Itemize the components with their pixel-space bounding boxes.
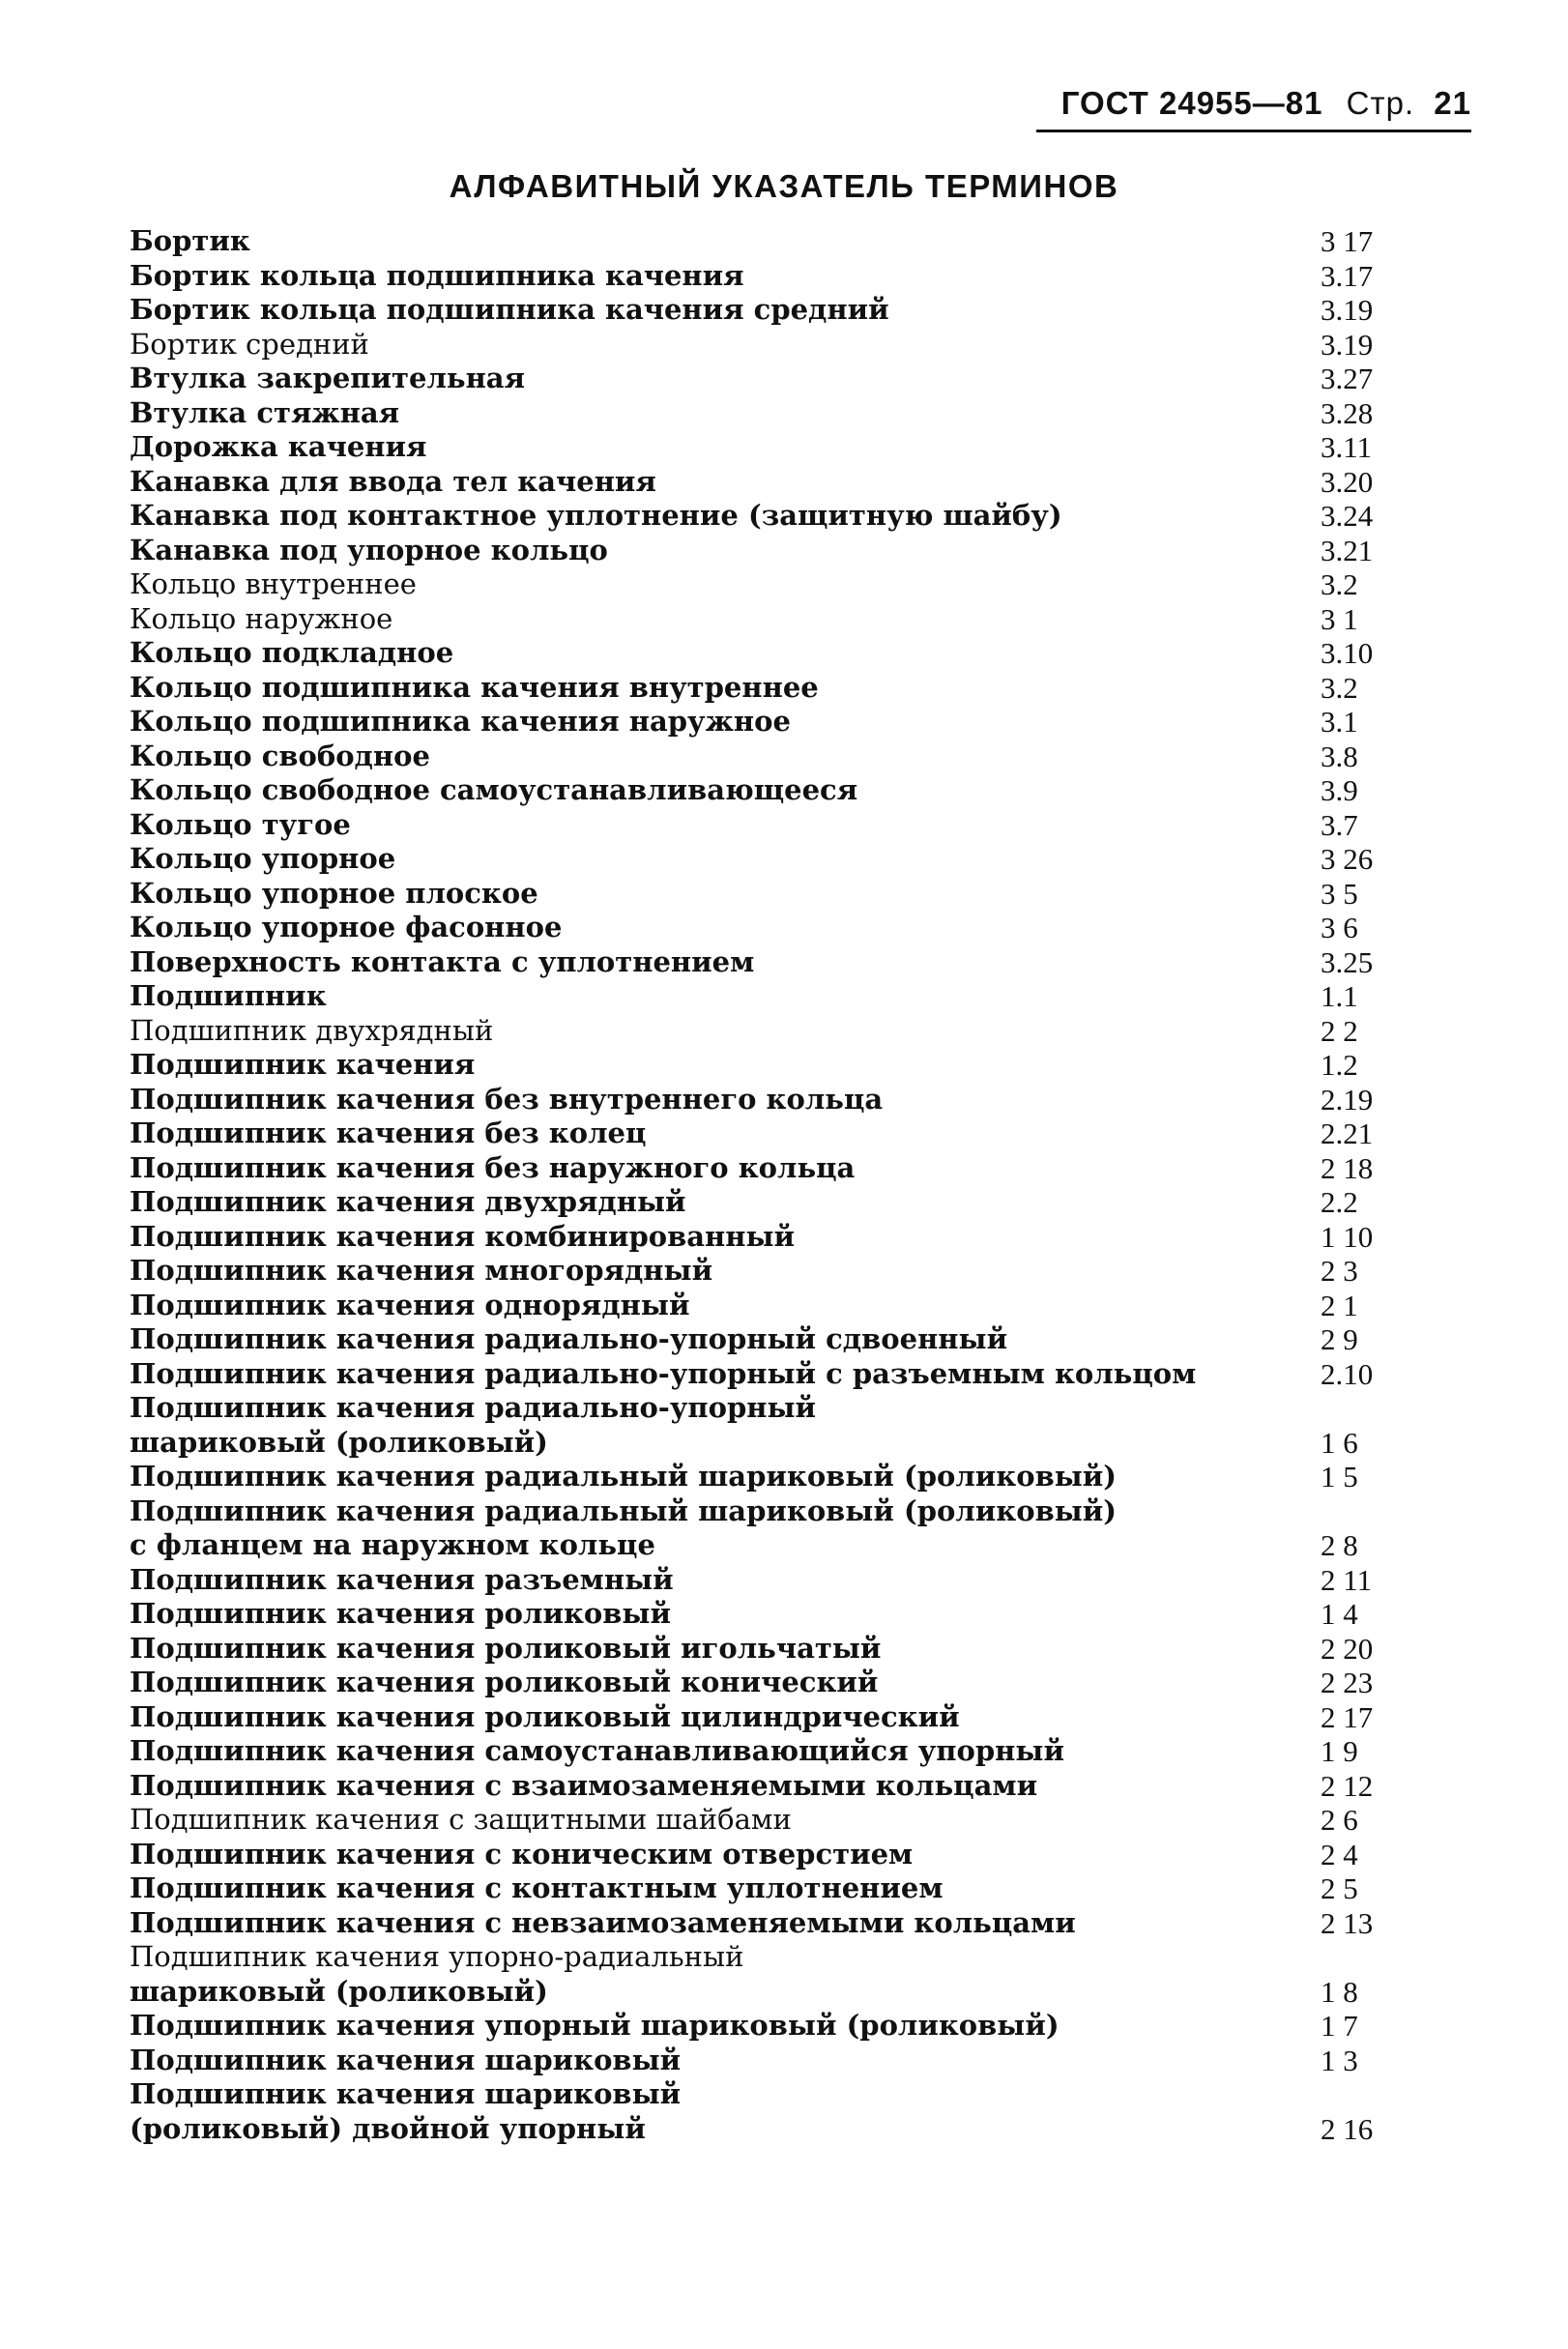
index-entry <box>130 1254 1406 1289</box>
index-title: АЛФАВИТНЫЙ УКАЗАТЕЛЬ ТЕРМИНОВ <box>449 168 1119 204</box>
index-term: Бортик средний <box>130 327 369 361</box>
index-term: шариковый (роликовый) <box>130 1974 548 2008</box>
index-reference: 1 8 <box>1321 1974 1358 2009</box>
index-term: Кольцо свободное <box>130 739 430 772</box>
index-term: Бортик <box>130 224 250 257</box>
index-term: Кольцо упорное плоское <box>130 876 538 910</box>
index-reference: 2 9 <box>1321 1322 1358 1356</box>
index-term: Канавка для ввода тел качения <box>130 464 656 498</box>
index-reference: 2 12 <box>1321 1768 1374 1803</box>
index-entry <box>130 1083 1406 1117</box>
index-term: Подшипник качения с коническим отверстием <box>130 1837 914 1870</box>
index-term: Подшипник качения <box>130 1048 476 1081</box>
index-entry <box>130 293 1406 328</box>
index-reference: 3.9 <box>1321 773 1358 807</box>
index-entry <box>130 1528 1406 1563</box>
page-number: 21 <box>1434 85 1471 121</box>
index-term: Подшипник качения упорный шариковый (роликовый) <box>130 2009 1060 2042</box>
index-reference: 3 5 <box>1321 876 1358 911</box>
index-entry <box>130 224 1406 259</box>
index-entry <box>130 773 1406 808</box>
index-entry <box>130 1116 1406 1151</box>
index-reference: 3 26 <box>1321 842 1374 876</box>
index-entry <box>130 1632 1406 1667</box>
index-term: Подшипник качения с взаимозаменяемыми кольцами <box>130 1768 1038 1802</box>
index-entry <box>130 2077 1406 2112</box>
index-reference: 3.17 <box>1321 258 1374 293</box>
index-reference: 3.8 <box>1321 739 1358 773</box>
index-entry <box>130 259 1406 294</box>
index-reference: 2 23 <box>1321 1666 1374 1699</box>
index-term: Канавка под упорное кольцо <box>130 533 608 566</box>
index-reference: 2.21 <box>1321 1116 1374 1150</box>
index-entry <box>130 1940 1406 1975</box>
index-term: Бортик кольца подшипника качения <box>130 258 744 292</box>
index-reference: 3.2 <box>1321 670 1358 705</box>
index-term: Подшипник качения однорядный <box>130 1288 690 1321</box>
index-entry <box>130 636 1406 671</box>
index-entry <box>130 1220 1406 1255</box>
page-header <box>1036 85 1471 132</box>
index-term: Подшипник качения роликовый цилиндрический <box>130 1699 960 1733</box>
index-reference: 3.25 <box>1321 944 1374 979</box>
index-term: Подшипник <box>130 979 327 1012</box>
index-entry <box>130 1289 1406 1323</box>
index-term: Кольцо внутреннее <box>130 567 417 600</box>
index-entry <box>130 1666 1406 1700</box>
index-term: Подшипник качения разъемный <box>130 1562 674 1596</box>
index-reference: 2 18 <box>1321 1150 1374 1185</box>
index-entry <box>130 499 1406 534</box>
index-term: Подшипник качения самоустанавливающийся упорный <box>130 1734 1064 1767</box>
index-term: Подшипник качения с контактным уплотнением <box>130 1871 944 1904</box>
term-index-list <box>130 224 1406 2146</box>
index-entry <box>130 1322 1406 1357</box>
index-reference: 2 4 <box>1321 1837 1358 1871</box>
index-term: Подшипник качения без наружного кольца <box>130 1150 856 1184</box>
index-reference: 3.20 <box>1321 464 1374 499</box>
index-reference: 1 5 <box>1321 1460 1358 1494</box>
index-term: Втулка закрепительная <box>130 362 526 394</box>
index-entry <box>130 2112 1406 2147</box>
index-term: Подшипник качения шариковый <box>130 2043 682 2076</box>
index-reference: 3 6 <box>1321 911 1358 944</box>
index-reference: 2 20 <box>1321 1631 1374 1666</box>
index-reference: 2 6 <box>1321 1803 1358 1837</box>
index-reference: 2.2 <box>1321 1185 1358 1219</box>
index-reference: 1.1 <box>1321 979 1358 1013</box>
index-term: Подшипник качения радиально-упорный с разъемным кольцом <box>130 1356 1197 1390</box>
index-entry <box>130 671 1406 706</box>
index-entry <box>130 1426 1406 1461</box>
index-reference: 2 11 <box>1321 1562 1373 1597</box>
index-entry <box>130 911 1406 945</box>
index-reference: 3 17 <box>1321 224 1374 258</box>
index-term: Подшипник качения комбинированный <box>130 1219 796 1253</box>
index-reference: 3.21 <box>1321 533 1374 567</box>
page-label: Стр. <box>1346 85 1415 121</box>
index-reference: 3.2 <box>1321 567 1358 601</box>
index-term: с фланцем на наружном кольце <box>130 1528 655 1561</box>
index-entry <box>130 945 1406 980</box>
index-reference: 2 13 <box>1321 1905 1374 1940</box>
index-reference: 2.10 <box>1321 1356 1374 1391</box>
index-entry <box>130 430 1406 465</box>
index-term: Подшипник качения радиальный шариковый (роликовый) <box>130 1460 1118 1493</box>
index-term: Подшипник качения радиально-упорный <box>130 1391 817 1424</box>
index-entry <box>130 1460 1406 1494</box>
index-term: Подшипник двухрядный <box>130 1013 494 1047</box>
index-reference: 1 3 <box>1321 2043 1358 2077</box>
index-reference: 2 8 <box>1321 1528 1358 1562</box>
index-term: Подшипник качения роликовый конический <box>130 1666 879 1698</box>
index-term: Втулка стяжная <box>130 395 400 429</box>
index-term: шариковый (роликовый) <box>130 1425 548 1459</box>
index-term: Подшипник качения роликовый игольчатый <box>130 1631 882 1665</box>
index-reference: 1 9 <box>1321 1734 1358 1768</box>
index-reference: 3.27 <box>1321 362 1374 395</box>
index-entry <box>130 1906 1406 1941</box>
index-entry <box>130 1597 1406 1632</box>
index-entry <box>130 1975 1406 2010</box>
index-entry <box>130 1151 1406 1186</box>
index-entry <box>130 1494 1406 1529</box>
index-entry <box>130 1357 1406 1392</box>
index-reference: 3.24 <box>1321 499 1374 533</box>
index-entry <box>130 979 1406 1014</box>
index-reference: 3.19 <box>1321 293 1374 327</box>
index-entry <box>130 808 1406 843</box>
index-reference: 1 10 <box>1321 1219 1374 1254</box>
index-entry <box>130 396 1406 431</box>
index-entry <box>130 842 1406 877</box>
index-term: Кольцо тугое <box>130 807 351 841</box>
index-entry <box>130 1563 1406 1598</box>
index-reference: 2 17 <box>1321 1699 1374 1734</box>
index-reference: 1 7 <box>1321 2009 1358 2043</box>
index-reference: 2.19 <box>1321 1082 1374 1116</box>
index-reference: 1.2 <box>1321 1048 1358 1082</box>
index-reference: 3.7 <box>1321 807 1358 842</box>
index-reference: 3.10 <box>1321 636 1374 670</box>
index-term: Канавка под контактное уплотнение (защитную шайбу) <box>130 499 1062 532</box>
index-entry <box>130 740 1406 774</box>
index-term: Дорожка качения <box>130 430 427 463</box>
index-entry <box>130 1769 1406 1804</box>
index-entry <box>130 567 1406 602</box>
index-reference: 3 1 <box>1321 601 1358 636</box>
index-entry <box>130 1185 1406 1220</box>
index-term: Подшипник качения роликовый <box>130 1597 671 1630</box>
index-term: (роликовый) двойной упорный <box>130 2111 646 2145</box>
index-term: Поверхность контакта с уплотнением <box>130 944 755 978</box>
index-term: Кольцо упорное фасонное <box>130 911 563 943</box>
index-reference: 3.19 <box>1321 327 1374 362</box>
index-term: Кольцо подкладное <box>130 636 454 669</box>
index-reference: 3.11 <box>1321 430 1373 464</box>
index-entry <box>130 2009 1406 2044</box>
index-reference: 2 1 <box>1321 1288 1358 1322</box>
index-entry <box>130 705 1406 740</box>
index-term: Подшипник качения без внутреннего кольца <box>130 1082 884 1116</box>
index-term: Кольцо подшипника качения внутреннее <box>130 670 819 704</box>
index-entry <box>130 1838 1406 1872</box>
index-term: Подшипник качения радиальный шариковый (роликовый) <box>130 1494 1118 1527</box>
index-entry <box>130 1391 1406 1426</box>
index-term: Подшипник качения с защитными шайбами <box>130 1803 792 1836</box>
index-entry <box>130 1014 1406 1049</box>
index-reference: 1 4 <box>1321 1597 1358 1631</box>
index-entry <box>130 1048 1406 1083</box>
index-entry <box>130 2044 1406 2078</box>
index-entry <box>130 1803 1406 1838</box>
index-entry <box>130 534 1406 568</box>
index-entry <box>130 602 1406 637</box>
standard-number: ГОСТ 24955—81 <box>1060 85 1323 121</box>
index-term: Подшипник качения без колец <box>130 1116 647 1149</box>
index-entry <box>130 328 1406 362</box>
index-reference: 2 2 <box>1321 1013 1358 1048</box>
index-term: Кольцо наружное <box>130 601 393 635</box>
index-term: Подшипник качения двухрядный <box>130 1185 686 1218</box>
index-entry <box>130 1700 1406 1735</box>
index-term: Кольцо свободное самоустанавливающееся <box>130 773 858 806</box>
index-reference: 3.1 <box>1321 705 1358 739</box>
index-term: Подшипник качения упорно-радиальный <box>130 1940 744 1973</box>
index-entry <box>130 1871 1406 1906</box>
index-term: Подшипник качения многорядный <box>130 1254 713 1287</box>
index-term: Подшипник качения шариковый <box>130 2077 682 2110</box>
index-reference: 3.28 <box>1321 395 1374 430</box>
index-reference: 1 6 <box>1321 1425 1358 1460</box>
index-entry <box>130 465 1406 500</box>
index-term: Кольцо подшипника качения наружное <box>130 705 791 738</box>
index-entry <box>130 362 1406 396</box>
index-term: Подшипник качения с невзаимозаменяемыми кольцами <box>130 1905 1076 1939</box>
index-reference: 2 16 <box>1321 2111 1374 2146</box>
index-entry <box>130 877 1406 912</box>
index-reference: 2 5 <box>1321 1871 1358 1905</box>
index-entry <box>130 1734 1406 1769</box>
index-term: Бортик кольца подшипника качения средний <box>130 293 889 326</box>
index-term: Кольцо упорное <box>130 842 396 875</box>
index-term: Подшипник качения радиально-упорный сдвоенный <box>130 1322 1008 1355</box>
index-reference: 2 3 <box>1321 1254 1358 1288</box>
